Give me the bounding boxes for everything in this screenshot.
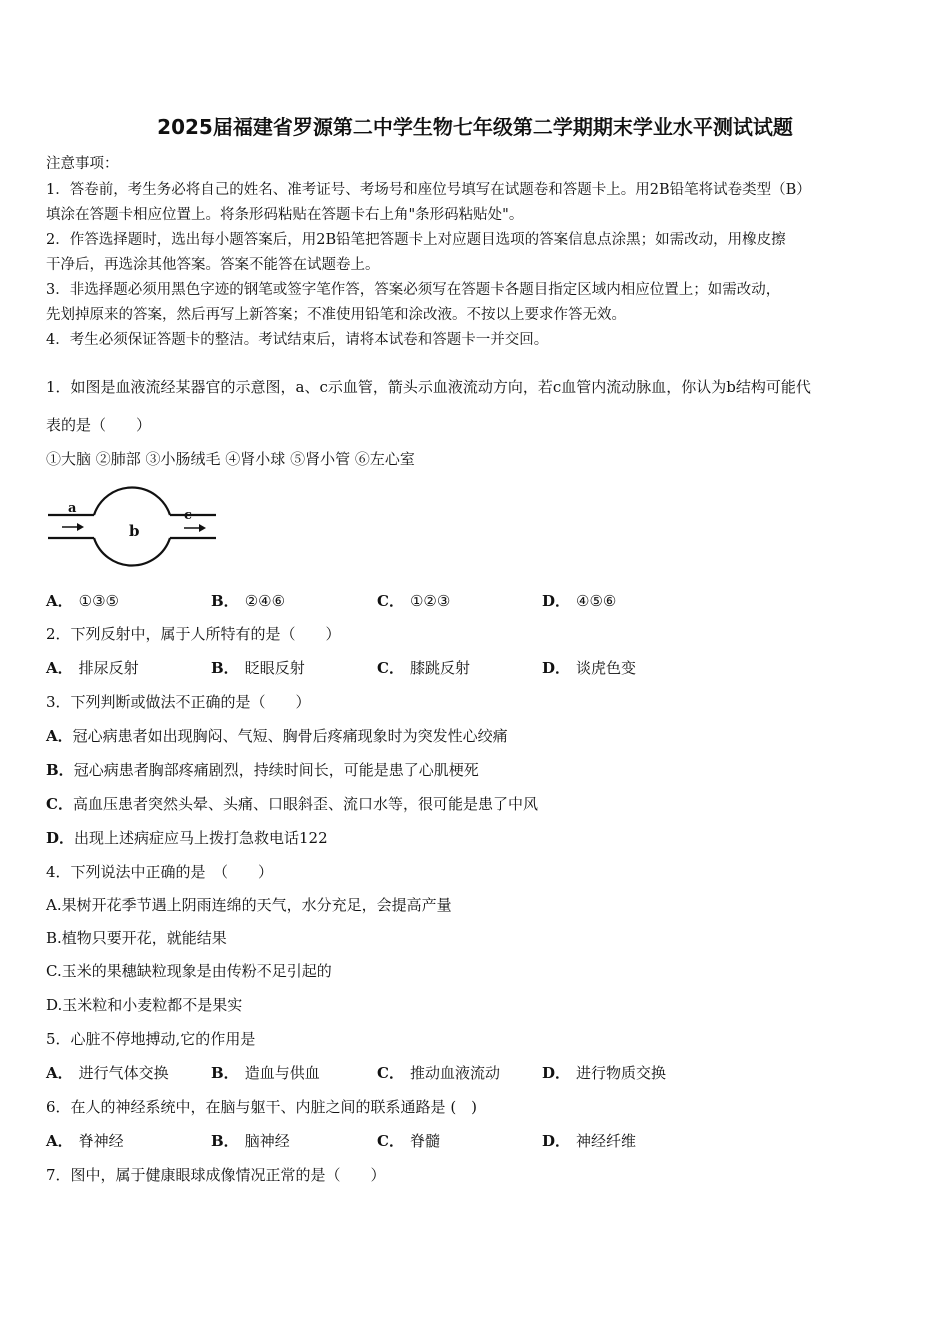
question-4-stem: 4．下列说法中正确的是 （ ） [46,863,274,881]
question-5-stem: 5．心脏不停地搏动,它的作用是 [46,1030,256,1048]
option-d[interactable]: D． 谈虎色变 [542,659,637,677]
option-b[interactable]: B． 脑神经 [211,1132,290,1150]
option-a[interactable]: A．冠心病患者如出现胸闷、气短、胸骨后疼痛现象时为突发性心绞痛 [46,727,508,745]
question-6-stem: 6．在人的神经系统中，在脑与躯干、内脏之间的联系通路是 ( ) [46,1098,478,1116]
notes-heading: 注意事项： [46,156,119,172]
option-c[interactable]: C． ①②③ [377,592,451,610]
question-1-items: ①大脑 ②肺部 ③小肠绒毛 ④肾小球 ⑤肾小管 ⑥左心室 [46,450,415,468]
page-title: 2025届福建省罗源第二中学生物七年级第二学期期末学业水平测试试题 [157,115,793,139]
arrow-right-icon [62,523,84,531]
option-b[interactable]: B．冠心病患者胸部疼痛剧烈，持续时间长，可能是患了心肌梗死 [46,761,479,779]
notes-line: 干净后，再选涂其他答案。答案不能答在试题卷上。 [46,257,380,273]
option-c[interactable]: C． 膝跳反射 [377,659,470,677]
blood-flow-diagram [44,486,220,568]
option-a[interactable]: A． 脊神经 [46,1132,124,1150]
label-c: c [184,508,192,523]
option-a[interactable]: A． 进行气体交换 [46,1064,169,1082]
option-c[interactable]: C.玉米的果穗缺粒现象是由传粉不足引起的 [46,962,332,980]
option-a[interactable]: A.果树开花季节遇上阴雨连绵的天气，水分充足，会提高产量 [46,896,452,914]
option-c[interactable]: C．高血压患者突然头晕、头痛、口眼斜歪、流口水等，很可能是患了中风 [46,795,538,813]
option-d[interactable]: D.玉米粒和小麦粒都不是果实 [46,996,243,1014]
notes-line: 1．答卷前，考生务必将自己的姓名、准考证号、考场号和座位号填写在试题卷和答题卡上。用2B铅笔将试卷类型（B） [46,182,811,198]
notes-line: 先划掉原来的答案，然后再写上新答案；不准使用铅笔和涂改液。不按以上要求作答无效。 [46,307,626,323]
question-7-stem: 7．图中，属于健康眼球成像情况正常的是（ ） [46,1166,386,1184]
label-a: a [68,501,77,516]
option-d[interactable]: D． 神经纤维 [542,1132,637,1150]
label-b: b [129,522,140,540]
question-1-stem-cont: 表的是（ ） [46,416,152,434]
option-a[interactable]: A． ①③⑤ [46,592,119,610]
option-c[interactable]: C． 脊髓 [377,1132,440,1150]
option-d[interactable]: D．出现上述病症应马上拨打急救电话122 [46,829,328,847]
question-1-stem: 1．如图是血液流经某器官的示意图，a、c示血管，箭头示血液流动方向，若c血管内流动脉血，你认为b结构可能代 [46,378,811,396]
option-b[interactable]: B． 造血与供血 [211,1064,320,1082]
notes-line: 4．考生必须保证答题卡的整洁。考试结束后，请将本试卷和答题卡一并交回。 [46,332,549,348]
option-b[interactable]: B． 眨眼反射 [211,659,305,677]
question-3-stem: 3．下列判断或做法不正确的是（ ） [46,693,311,711]
notes-line: 填涂在答题卡相应位置上。将条形码粘贴在答题卡右上角"条形码粘贴处"。 [46,207,524,223]
option-c[interactable]: C． 推动血液流动 [377,1064,500,1082]
option-b[interactable]: B.植物只要开花，就能结果 [46,929,227,947]
option-a[interactable]: A． 排尿反射 [46,659,139,677]
question-2-stem: 2．下列反射中，属于人所特有的是（ ） [46,625,341,643]
option-d[interactable]: D． 进行物质交换 [542,1064,667,1082]
notes-line: 2．作答选择题时，选出每小题答案后，用2B铅笔把答题卡上对应题目选项的答案信息点涂黑；如需改动，用橡皮擦 [46,232,786,248]
arrow-right-icon [184,524,206,532]
option-d[interactable]: D． ④⑤⑥ [542,592,617,610]
notes-line: 3．非选择题必须用黑色字迹的钢笔或签字笔作答，答案必须写在答题卡各题目指定区域内相应位置上；如需改动， [46,282,781,298]
option-b[interactable]: B． ②④⑥ [211,592,286,610]
